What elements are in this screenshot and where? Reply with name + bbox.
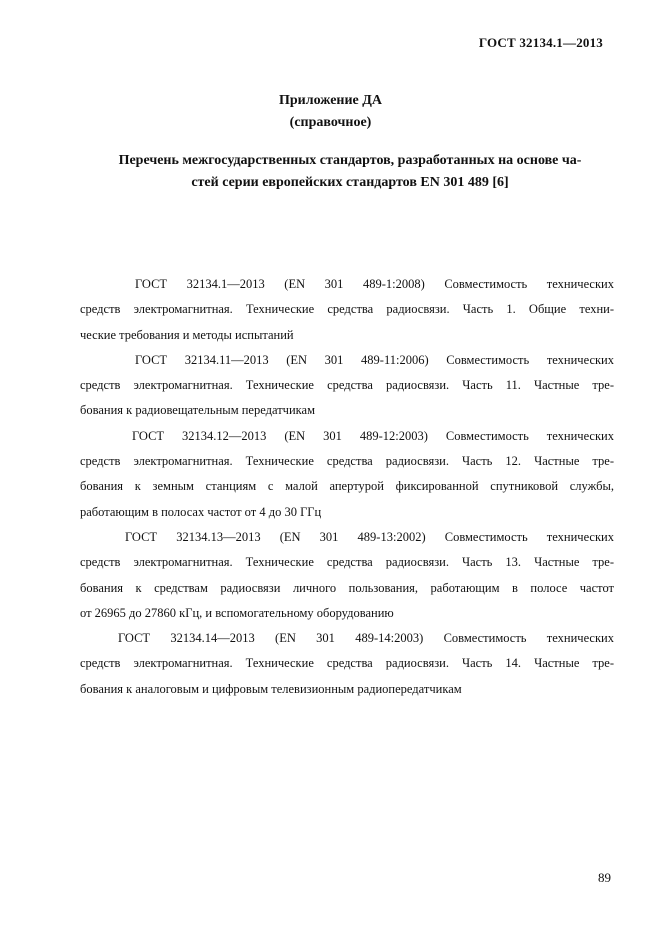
appendix-title: Приложение ДА [278, 93, 383, 108]
entry-line: средств электромагнитная. Технические средства радиосвязи. Часть 14. Частные тре- [80, 656, 614, 671]
list-title-line-1: Перечень межгосударственных стандартов, разработанных на основе ча- [118, 153, 582, 168]
list-item [80, 272, 614, 348]
appendix-heading [0, 90, 661, 134]
appendix-subtitle: (справочное) [289, 115, 372, 130]
entry-line: от 26965 до 27860 кГц, и вспомогательному оборудованию [80, 605, 394, 620]
list-item [80, 626, 614, 702]
entry-line: бования к земным станциям с малой апертурой фиксированной спутниковой службы, [80, 479, 614, 494]
standard-header: ГОСТ 32134.1—2013 [478, 35, 603, 50]
list-item [80, 525, 614, 626]
list-item [80, 424, 614, 525]
entry-line: ГОСТ 32134.1—2013 (EN 301 489-1:2008) Совместимость технических [135, 277, 614, 291]
entry-line: ческие требования и методы испытаний [80, 327, 294, 342]
entry-line: средств электромагнитная. Технические средства радиосвязи. Часть 13. Частные тре- [80, 555, 614, 570]
entry-line: средств электромагнитная. Технические средства радиосвязи. Часть 1. Общие техни- [80, 302, 614, 317]
list-title-line-2: стей серии европейских стандартов EN 301 489 [6] [191, 175, 509, 190]
entry-line: ГОСТ 32134.13—2013 (EN 301 489-13:2002) Совместимость технических [125, 529, 614, 544]
entry-line: бования к аналоговым и цифровым телевизионным радиопередатчикам [80, 681, 462, 696]
entry-line: ГОСТ 32134.12—2013 (EN 301 489-12:2003) Совместимость технических [132, 428, 614, 443]
entry-line: бования к радиовещательным передатчикам [80, 403, 315, 418]
entry-line: ГОСТ 32134.14—2013 (EN 301 489-14:2003) Совместимость технических [118, 631, 614, 646]
entry-line: средств электромагнитная. Технические средства радиосвязи. Часть 11. Частные тре- [80, 378, 614, 393]
list-title [80, 150, 620, 194]
list-item [80, 348, 614, 424]
page-number: 89 [598, 870, 611, 885]
standards-list [80, 272, 614, 702]
entry-line: работающим в полосах частот от 4 до 30 ГГц [80, 504, 322, 519]
entry-line: бования к средствам радиосвязи личного пользования, работающим в полосе частот [80, 580, 614, 595]
entry-line: ГОСТ 32134.11—2013 (EN 301 489-11:2006) Совместимость технических [135, 352, 614, 367]
entry-line: средств электромагнитная. Технические средства радиосвязи. Часть 12. Частные тре- [80, 454, 614, 469]
